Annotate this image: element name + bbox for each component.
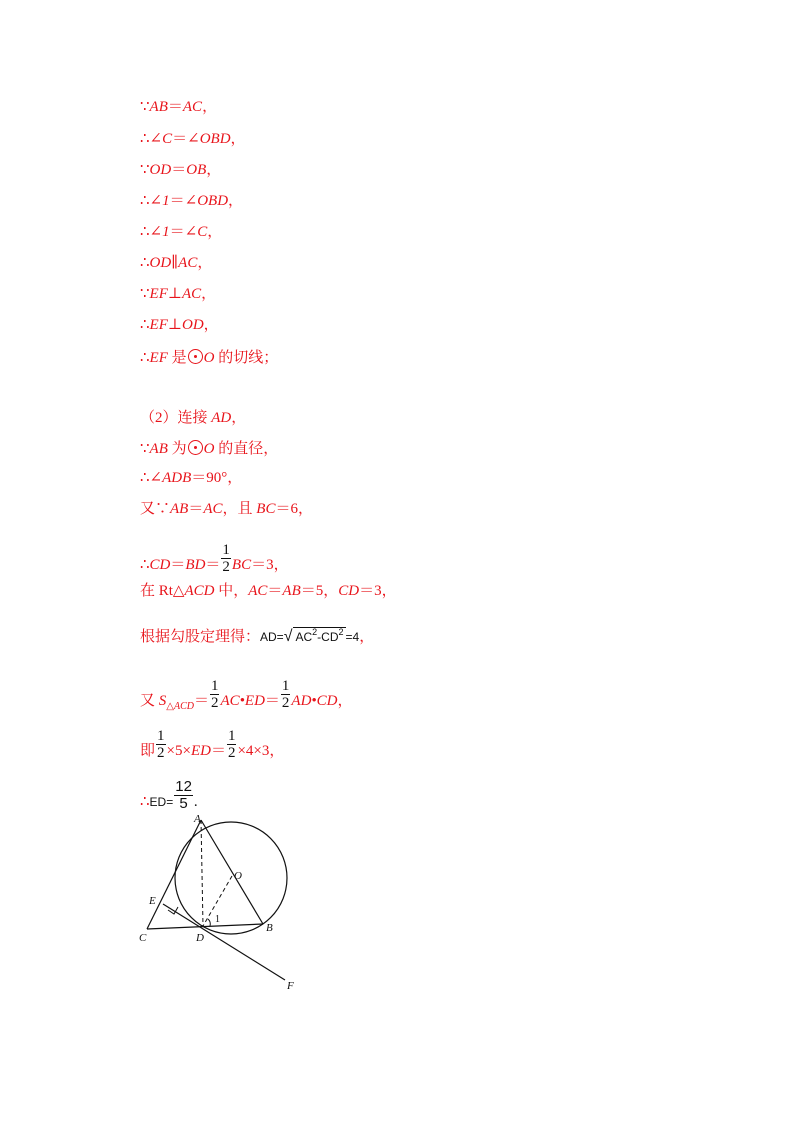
because-symbol: ∵ bbox=[140, 99, 150, 115]
radicand bbox=[293, 627, 345, 647]
proof-line-4 bbox=[140, 192, 243, 210]
relation: ＝ bbox=[210, 742, 226, 759]
subscript: △ACD bbox=[166, 700, 194, 712]
therefore-symbol: ∴ bbox=[140, 556, 150, 573]
numerator: 12 bbox=[175, 778, 192, 795]
text: 的直径， bbox=[214, 441, 279, 457]
relation: ＝ bbox=[167, 99, 183, 115]
term: AC bbox=[178, 255, 198, 271]
term: ∠C bbox=[149, 131, 173, 147]
punctuation: ， bbox=[202, 99, 218, 115]
term: AC bbox=[203, 501, 223, 517]
proof-line-5 bbox=[140, 223, 222, 241]
formula-text: AC bbox=[295, 630, 313, 644]
term: EF bbox=[149, 286, 168, 302]
relation: ＝ bbox=[170, 556, 186, 573]
numerator: 1 bbox=[222, 542, 230, 558]
fraction-half bbox=[227, 728, 237, 761]
because-symbol: ∵ bbox=[140, 441, 150, 457]
term: CD bbox=[338, 583, 360, 599]
punctuation: ， bbox=[359, 629, 375, 645]
term: AB bbox=[282, 583, 301, 599]
term: EF bbox=[149, 350, 168, 366]
text: 是 bbox=[167, 350, 187, 366]
text: 的切线； bbox=[214, 350, 279, 366]
punctuation: ， bbox=[228, 193, 244, 209]
numerator: 1 bbox=[227, 728, 236, 744]
therefore-symbol: ∴ bbox=[140, 350, 150, 366]
punctuation: ， bbox=[203, 317, 219, 333]
text: ＝3， bbox=[251, 556, 289, 573]
term: ∠OBD bbox=[184, 193, 229, 209]
punctuation: ， bbox=[201, 286, 217, 302]
label-b: B bbox=[266, 922, 273, 934]
punctuation: ， bbox=[230, 131, 246, 147]
term: ED bbox=[190, 742, 211, 759]
therefore-symbol: ∴ bbox=[140, 255, 150, 271]
segment-ef bbox=[163, 904, 285, 980]
proof-line-14 bbox=[140, 542, 289, 582]
punctuation: . bbox=[193, 793, 198, 810]
proof-line-12 bbox=[140, 469, 242, 487]
term: AB bbox=[149, 99, 168, 115]
proof-line-9 bbox=[140, 347, 278, 367]
relation: ＝ bbox=[188, 501, 204, 517]
term: OB bbox=[186, 162, 207, 178]
circle-dot-icon bbox=[188, 349, 203, 364]
term: ∠C bbox=[184, 224, 208, 240]
term: O bbox=[203, 441, 215, 457]
text: 又∵ bbox=[140, 501, 171, 517]
therefore-symbol: ∴ bbox=[140, 470, 150, 486]
punctuation: ， bbox=[197, 255, 213, 271]
relation: ＝ bbox=[171, 162, 187, 178]
term: AD bbox=[211, 410, 232, 426]
because-symbol: ∵ bbox=[140, 286, 150, 302]
formula-text: -CD bbox=[317, 630, 339, 644]
proof-line-11 bbox=[140, 438, 278, 458]
segment-ad-dashed bbox=[201, 820, 203, 926]
punctuation: ， bbox=[207, 224, 223, 240]
proof-line-10 bbox=[140, 409, 246, 427]
numerator: 1 bbox=[210, 678, 219, 694]
term: AC bbox=[181, 286, 202, 302]
therefore-symbol: ∴ bbox=[140, 224, 150, 240]
relation: ＝ bbox=[169, 224, 185, 240]
fraction-half bbox=[156, 728, 166, 761]
proof-line-2 bbox=[140, 130, 246, 148]
label-a: A bbox=[194, 813, 201, 825]
text: 在 Rt△ bbox=[140, 583, 185, 599]
term: AC bbox=[182, 99, 203, 115]
therefore-symbol: ∴ bbox=[140, 793, 150, 810]
proof-line-15 bbox=[140, 582, 397, 600]
geometry-figure bbox=[130, 808, 330, 998]
term: AB bbox=[170, 501, 189, 517]
denominator: 2 bbox=[222, 559, 230, 575]
relation: ＝ bbox=[264, 692, 280, 709]
proof-line-1 bbox=[140, 98, 217, 116]
punctuation: ， bbox=[337, 692, 353, 709]
term: BC bbox=[231, 556, 252, 573]
term: OD bbox=[181, 317, 204, 333]
sqrt-sign: √ bbox=[283, 628, 293, 645]
relation: ＝ bbox=[267, 583, 283, 599]
therefore-symbol: ∴ bbox=[140, 317, 150, 333]
denominator: 2 bbox=[157, 745, 165, 761]
relation: ⊥ bbox=[167, 317, 182, 333]
relation: ＝ bbox=[169, 193, 185, 209]
punctuation: ， bbox=[206, 162, 222, 178]
relation: ＝ bbox=[205, 556, 221, 573]
formula-image bbox=[260, 627, 360, 645]
term: EF bbox=[149, 317, 168, 333]
circle-dot-icon bbox=[188, 440, 203, 455]
text: ＝90°， bbox=[191, 470, 243, 486]
numerator: 1 bbox=[281, 678, 290, 694]
therefore-symbol: ∴ bbox=[140, 131, 150, 147]
term: AC bbox=[248, 583, 268, 599]
fraction-half bbox=[221, 542, 231, 575]
term: ∠OBD bbox=[187, 131, 231, 147]
relation: ＝ bbox=[193, 692, 209, 709]
proof-line-6 bbox=[140, 254, 212, 272]
text: 即 bbox=[140, 742, 156, 759]
term: AC•ED bbox=[220, 692, 265, 709]
formula-text: =4 bbox=[345, 630, 360, 644]
proof-line-18 bbox=[140, 728, 285, 768]
proof-line-16 bbox=[140, 627, 374, 647]
term: AB bbox=[149, 441, 168, 457]
term: ∠ADB bbox=[149, 470, 192, 486]
numerator: 1 bbox=[157, 728, 165, 744]
label-o: O bbox=[234, 870, 242, 882]
relation: ⊥ bbox=[167, 286, 182, 302]
term: AD•CD bbox=[291, 692, 338, 709]
segment-ac bbox=[147, 820, 201, 929]
term: ∠1 bbox=[149, 193, 170, 209]
proof-line-8 bbox=[140, 316, 219, 334]
angle-1-arc bbox=[208, 919, 210, 926]
punctuation: ， bbox=[269, 742, 285, 759]
proof-line-3 bbox=[140, 161, 221, 179]
proof-line-7 bbox=[140, 285, 216, 303]
text: （2）连接 bbox=[140, 410, 212, 426]
text: ＝5， bbox=[300, 583, 339, 599]
exponent: 2 bbox=[312, 627, 318, 637]
term: OD bbox=[149, 162, 172, 178]
fraction-half bbox=[210, 678, 220, 711]
text: ＝6， bbox=[275, 501, 313, 517]
relation: ∥ bbox=[171, 255, 179, 271]
formula-text: ED= bbox=[149, 794, 174, 809]
text: ×4×3 bbox=[237, 742, 270, 759]
denominator: 2 bbox=[281, 695, 290, 711]
text: 为 bbox=[167, 441, 187, 457]
label-angle-1: 1 bbox=[215, 914, 220, 925]
denominator: 2 bbox=[227, 745, 236, 761]
punctuation: ， bbox=[231, 410, 247, 426]
relation: ＝ bbox=[172, 131, 188, 147]
because-symbol: ∵ bbox=[140, 162, 150, 178]
label-d: D bbox=[196, 932, 204, 944]
proof-line-13 bbox=[140, 500, 313, 518]
text: 中， bbox=[214, 583, 249, 599]
label-e: E bbox=[149, 895, 156, 907]
term: BC bbox=[256, 501, 276, 517]
denominator: 2 bbox=[210, 695, 219, 711]
exponent: 2 bbox=[338, 627, 344, 637]
fraction-half bbox=[281, 678, 291, 711]
term: O bbox=[203, 350, 215, 366]
term: ACD bbox=[184, 583, 215, 599]
term: OD bbox=[149, 255, 172, 271]
term: S bbox=[158, 692, 167, 709]
label-f: F bbox=[287, 980, 294, 992]
term: CD bbox=[149, 556, 171, 573]
formula-text: AD= bbox=[260, 630, 284, 644]
therefore-symbol: ∴ bbox=[140, 193, 150, 209]
proof-line-17 bbox=[140, 678, 353, 718]
text: ，且 bbox=[222, 501, 257, 517]
label-c: C bbox=[139, 932, 147, 944]
term: BD bbox=[185, 556, 206, 573]
text: ＝3， bbox=[359, 583, 397, 599]
text: 根据勾股定理得： bbox=[140, 629, 261, 645]
text: ×5× bbox=[166, 742, 191, 759]
text: 又 bbox=[140, 692, 159, 709]
segment-ab bbox=[201, 820, 263, 924]
denominator: 5 bbox=[179, 795, 188, 812]
term: ∠1 bbox=[149, 224, 170, 240]
